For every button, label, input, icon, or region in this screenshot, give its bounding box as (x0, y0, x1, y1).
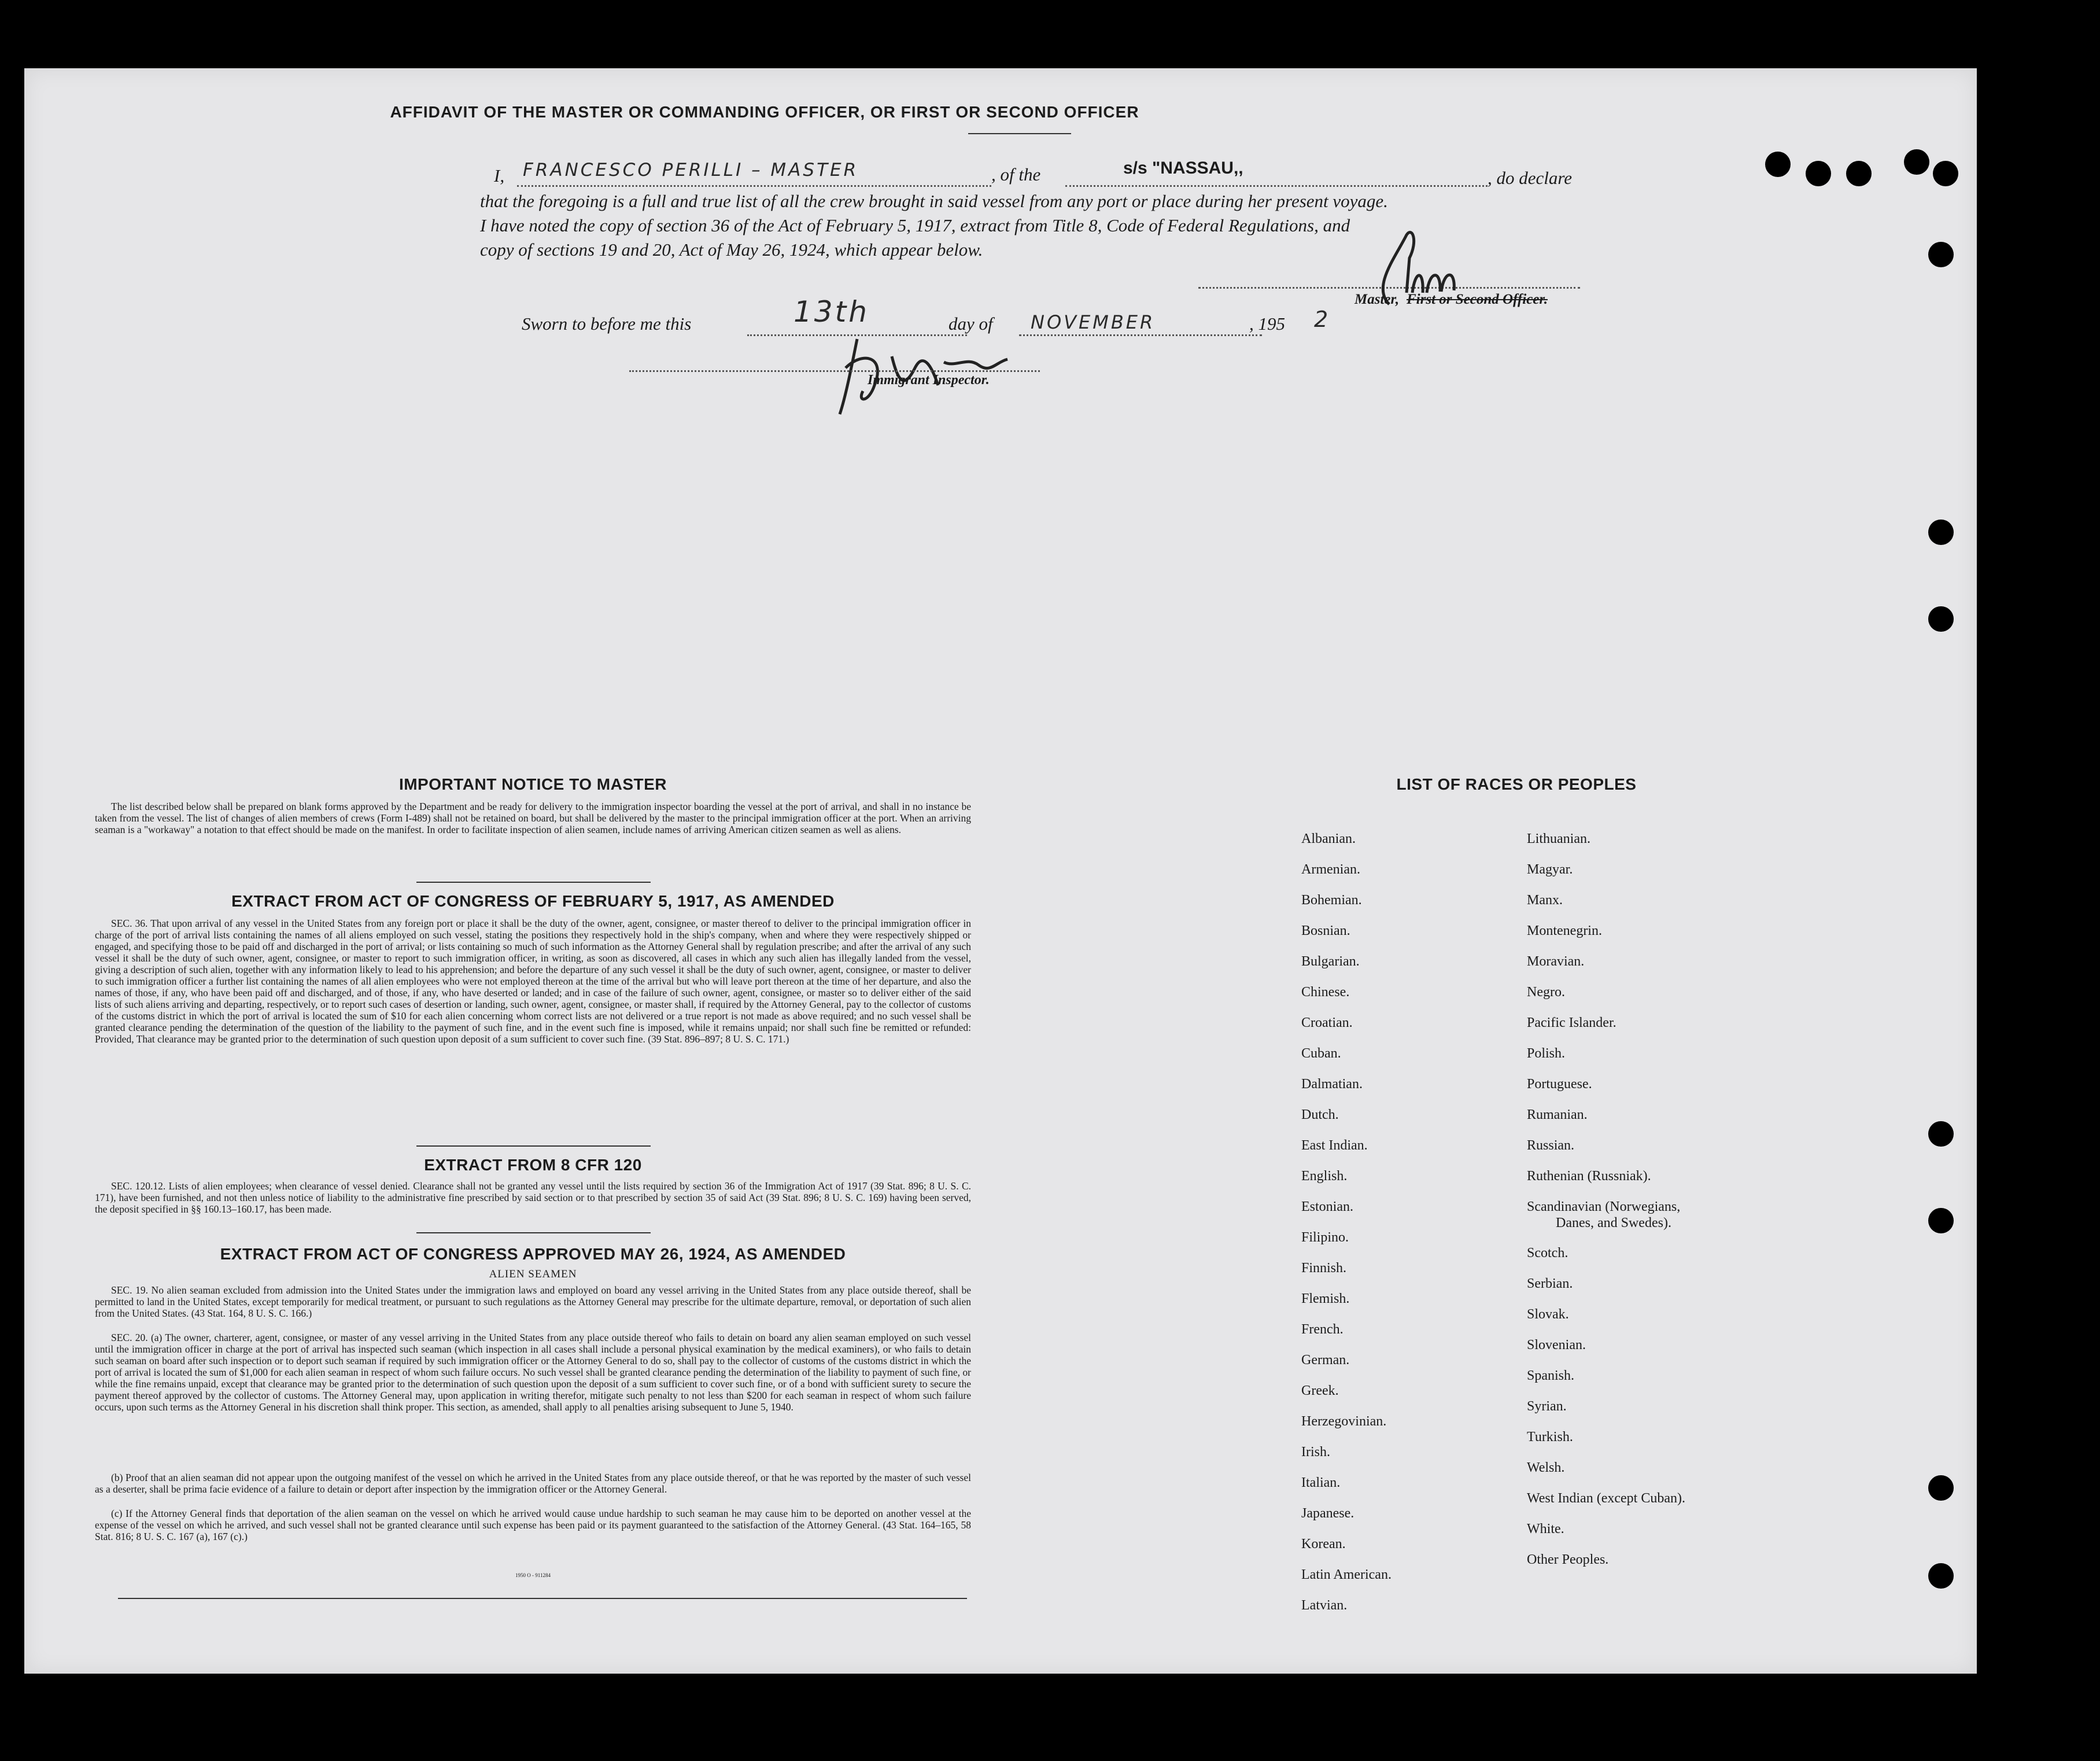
title-underline (968, 133, 1071, 134)
race-item: Lithuanian. (1527, 831, 1590, 846)
alien-seamen-subheading: ALIEN SEAMEN (489, 1268, 577, 1280)
race-item: Greek. (1301, 1383, 1339, 1398)
race-item: Dutch. (1301, 1107, 1339, 1122)
race-item: Scotch. (1527, 1246, 1568, 1261)
race-item: Polish. (1527, 1046, 1566, 1061)
sec20c-body: (c) If the Attorney General finds that deportation of the alien seaman on the vessel on which he arrived would cause undue hardship to such seaman he may cause him to be deported on another vessel at the expense of the vessel on which he arrived, and such vessel shall not be granted clearance until such expense has been paid or its payment guaranteed to the satisfaction of the Attorney General. (43 Stat. 164–165, 58 Stat. 816; 8 U. S. C. 167 (a), 167 (c).) (95, 1508, 971, 1542)
race-item: Rumanian. (1527, 1107, 1588, 1122)
race-item: Albanian. (1301, 831, 1356, 846)
race-item: Latin American. (1301, 1567, 1392, 1582)
race-item: Moravian. (1527, 954, 1585, 969)
race-item: Filipino. (1301, 1230, 1349, 1245)
race-item: Montenegrin. (1527, 923, 1602, 938)
race-item: Portuguese. (1527, 1077, 1592, 1092)
of-the-label: , of the (991, 164, 1041, 185)
race-item: Bohemian. (1301, 893, 1362, 908)
race-item: Latvian. (1301, 1598, 1348, 1613)
sec20a-body: SEC. 20. (a) The owner, charterer, agent, consignee, or master of any vessel arriving in the United States from any place outside thereof who fails to detain on board any alien seaman employed on such vessel until the immigration officer in charge at the port of arrival has inspected such seaman (which inspection in all cases shall include a personal physical examination by the medical examiners), or who fails to detain such seaman on board after such inspection or to deport such seaman if required by such immigration officer or the Attorney General to do so, shall pay to the collector of customs of the customs district in which the port of arrival is located the sum of $1,000 for each alien seaman in respect of whom such failure occurs. No such vessel shall be granted clearance pending the determination of the liability to payment of such fine, or while the fine remains unpaid, except that clearance may be granted prior to the determination of such question upon the deposit of a sum sufficient to cover such fine, or of a bond with sufficient surety to secure the payment thereof approved by the collector of customs. The Attorney General may, upon application in writing therefor, mitigate such penalty to not less than $200 for each seaman in respect of whom such failure occurs, upon such terms as the Attorney General in his discretion shall think proper. This section, as amended, shall apply to all penalties arising subsequent to June 5, 1940. (95, 1332, 971, 1413)
race-item: French. (1301, 1322, 1344, 1337)
bottom-rule (118, 1598, 967, 1599)
inspector-label: Immigrant Inspector. (868, 373, 990, 388)
affidavit-title: AFFIDAVIT OF THE MASTER OR COMMANDING OFFICER, OR FIRST OR SECOND OFFICER (390, 103, 1139, 121)
notice-divider (416, 882, 651, 883)
vessel-line (1065, 185, 1488, 187)
punch-hole (1928, 1121, 1954, 1147)
race-item: Turkish. (1527, 1430, 1573, 1445)
race-item: Herzegovinian. (1301, 1414, 1387, 1429)
document-page (24, 68, 1977, 1674)
race-item: Korean. (1301, 1537, 1346, 1552)
race-item: East Indian. (1301, 1138, 1368, 1153)
punch-hole (1928, 606, 1954, 632)
punch-hole (1765, 152, 1791, 177)
vessel-name: s/s "NASSAU,, (1123, 159, 1243, 178)
notice-heading: IMPORTANT NOTICE TO MASTER (398, 775, 667, 793)
decl-line-4: copy of sections 19 and 20, Act of May 26, 1924, which appear below. (480, 240, 983, 260)
race-item: Pacific Islander. (1527, 1015, 1616, 1030)
race-item: Bulgarian. (1301, 954, 1360, 969)
race-item: Estonian. (1301, 1199, 1353, 1214)
sec19-body: SEC. 19. No alien seaman excluded from admission into the United States under the immigration laws and employed on board any vessel arriving in the United States from any place outside thereof, shall be permitted to land in the United States, except temporarily for medical treatment, or pursuant to such regulations as the Attorney General may prescribe for the ultimate departure, removal, or deportation of such alien from the United States. (43 Stat. 164, 8 U. S. C. 166.) (95, 1284, 971, 1319)
race-item: Finnish. (1301, 1261, 1347, 1276)
race-item: Cuban. (1301, 1046, 1341, 1061)
print-code: 1950 O - 911284 (515, 1572, 551, 1578)
decl-line-2: that the foregoing is a full and true list of all the crew brought in said vessel from any port or place during her present voyage. (480, 191, 1388, 211)
race-item: Negro. (1527, 985, 1565, 1000)
extract1924-heading: EXTRACT FROM ACT OF CONGRESS APPROVED MAY 26, 1924, AS AMENDED (220, 1245, 846, 1263)
race-item: Flemish. (1301, 1291, 1350, 1306)
race-item: English. (1301, 1169, 1348, 1184)
extract1917-divider (416, 1145, 651, 1147)
officer-name: FRANCESCO PERILLI – MASTER (523, 160, 859, 180)
cfr-divider (416, 1232, 651, 1233)
race-item: Welsh. (1527, 1460, 1565, 1475)
races-left-column (1301, 824, 1392, 1621)
races-right-column (1527, 824, 1685, 1575)
race-item: Scandinavian (Norwegians, (1527, 1199, 1681, 1214)
race-item: Slovenian. (1527, 1338, 1586, 1353)
year-prefix: , 195 (1249, 314, 1285, 334)
decl-line-3: I have noted the copy of section 36 of the Act of February 5, 1917, extract from Title 8, Code of Federal Regulations, and (480, 215, 1350, 235)
races-heading: LIST OF RACES OR PEOPLES (1396, 775, 1637, 793)
day-of-label: day of (948, 314, 993, 334)
race-item: Armenian. (1301, 862, 1360, 877)
decl-i-label: I, (494, 165, 505, 186)
race-item: Syrian. (1527, 1399, 1567, 1414)
race-item: Japanese. (1301, 1506, 1355, 1521)
punch-hole (1928, 520, 1954, 545)
race-item: Slovak. (1527, 1307, 1569, 1322)
race-item: West Indian (except Cuban). (1527, 1491, 1685, 1506)
cfr-heading: EXTRACT FROM 8 CFR 120 (424, 1156, 642, 1174)
sworn-month: NOVEMBER (1031, 311, 1156, 333)
do-declare-label: , do declare (1488, 168, 1573, 188)
sworn-day: 13th (794, 295, 869, 329)
officer-name-line (517, 185, 991, 187)
race-item: Spanish. (1527, 1368, 1575, 1383)
year-digit: 2 (1314, 307, 1331, 332)
inspector-signature-line (629, 370, 1040, 372)
extract1917-body: SEC. 36. That upon arrival of any vessel in the United States from any foreign port or place it shall be the duty of the owner, agent, consignee, or master thereof to deliver to the principal immigration officer in charge of the port of arrival lists containing the names of all aliens employed on such vessel, stating the positions they respectively hold in the ship's company, when and where they were respectively shipped or engaged, and specifying those to be paid off and discharged in the port of arrival; or lists containing so much of such information as the Attorney General shall by regulation prescribe; and after the arrival of any such vessel it shall be the duty of such owner, agent, consignee, or master to report to such immigration officer, in writing, as soon as discovered, all cases in which any such alien has illegally landed from the vessel, giving a description of such alien, together with any information likely to lead to his apprehension; and before the departure of any such vessel it shall be the duty of such owner, agent, consignee, or master to deliver to such immigration officer a further list containing the names of all alien employees who were not employed thereon at the time of the arrival but who will leave port thereon at the time of her departure, and also the names of those, if any, who have been paid off and discharged, and of those, if any, who have deserted or landed; and in case of the failure of such owner, agent, consignee, or master so to deliver either of the said lists of such aliens arriving and departing, respectively, or to report such cases of desertion or landing, such owner, agent, consignee, or master shall, if required by the Attorney General, pay to the collector of customs of the customs district in which the port of arrival is located the sum of $10 for each alien concerning whom correct lists are not delivered or a true report is not made as above required; and no such vessel shall be granted clearance pending the determination of the question of the liability to the payment of such fine, and in the event such fine is imposed, while it remains unpaid; nor shall such fine be remitted or refunded: Provided, That clearance may be granted prior to the determination of such question upon deposit of a sum sufficient to cover such fine. (39 Stat. 896–897; 8 U. S. C. 171.) (95, 918, 971, 1045)
race-item: Russian. (1527, 1138, 1575, 1153)
race-item: Danes, and Swedes). (1556, 1215, 1671, 1231)
race-item: Magyar. (1527, 862, 1573, 877)
race-item: White. (1527, 1521, 1564, 1537)
race-item: Other Peoples. (1527, 1552, 1609, 1567)
race-item: Irish. (1301, 1445, 1330, 1460)
race-item: Manx. (1527, 893, 1563, 908)
punch-hole (1846, 161, 1872, 186)
extract1917-heading: EXTRACT FROM ACT OF CONGRESS OF FEBRUARY 5, 1917, AS AMENDED (231, 892, 835, 910)
sworn-month-line (1019, 334, 1262, 336)
race-item: Bosnian. (1301, 923, 1350, 938)
punch-hole (1933, 161, 1958, 186)
race-item: German. (1301, 1353, 1350, 1368)
punch-hole (1806, 161, 1831, 186)
punch-hole (1928, 1475, 1954, 1501)
first-second-officer-struck: First or Second Officer. (1407, 292, 1548, 307)
race-item: Serbian. (1527, 1276, 1573, 1291)
race-item: Italian. (1301, 1475, 1341, 1490)
race-item: Ruthenian (Russniak). (1527, 1169, 1651, 1184)
master-label: Master, (1355, 292, 1400, 307)
punch-hole (1928, 242, 1954, 267)
sec20b-body: (b) Proof that an alien seaman did not appear upon the outgoing manifest of the vessel on which he arrived in the United States from any place outside thereof, or that he was reported by the master of such vessel as a deserter, shall be prima facie evidence of a failure to detain or deport after inspection by the immigration officer or the Attorney General. (95, 1472, 971, 1495)
race-item: Croatian. (1301, 1015, 1353, 1030)
race-item: Chinese. (1301, 985, 1350, 1000)
sworn-label: Sworn to before me this (522, 314, 692, 334)
punch-hole (1928, 1563, 1954, 1589)
punch-hole (1928, 1208, 1954, 1233)
race-item: Dalmatian. (1301, 1077, 1363, 1092)
notice-body: The list described below shall be prepared on blank forms approved by the Department and be ready for delivery to the immigration inspector boarding the vessel at the port of arrival, and shall in no instance be taken from the vessel. The list of changes of alien members of crews (Form I-489) shall not be retained on board, but shall be delivered by the master to the principal immigration officer at the port. When an arriving seaman is a "workaway" a notation to that effect should be made on the manifest. In order to facilitate inspection of alien seamen, include names of arriving American citizen seamen as well as aliens. (95, 801, 971, 835)
punch-hole (1904, 149, 1929, 175)
cfr-body: SEC. 120.12. Lists of alien employees; when clearance of vessel denied. Clearance shall not be granted any vessel until the lists required by section 36 of the Immigration Act of 1917 (39 Stat. 896; 8 U. S. C. 171), have been furnished, and not then unless notice of liability to the administrative fine prescribed by said section or to that prescribed by section 35 of said Act (39 Stat. 896; 8 U. S. C. 169) having been served, the deposit specified in §§ 160.13–160.17, has been made. (95, 1180, 971, 1215)
